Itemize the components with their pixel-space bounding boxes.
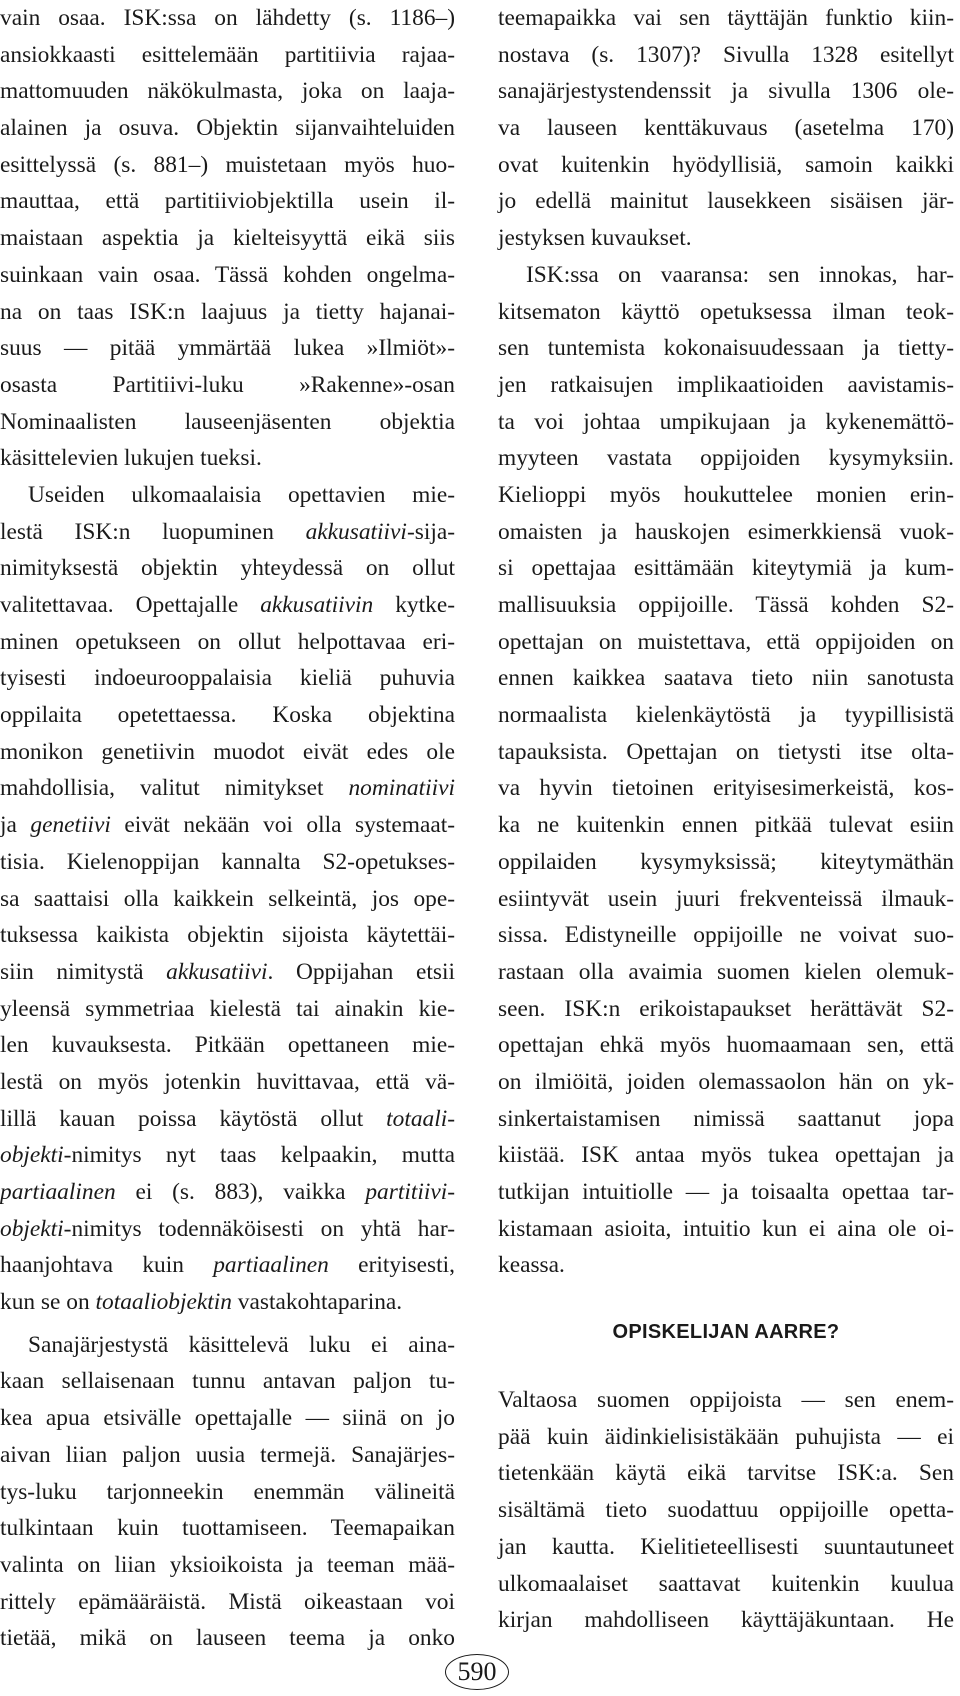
text-segment: aivan liian paljon uusia termejä. Sanajärjes- — [0, 1441, 455, 1468]
text-line — [498, 1492, 954, 1529]
text-segment: oppilaiden kysymyksissä; kiteytymäthän — [498, 848, 954, 875]
text-segment: suus — pitää ymmärtää lukea »Ilmiöt»- — [0, 335, 455, 362]
text-segment: tietenkään käytä eikä tarvitse ISK:a. Sen — [498, 1460, 954, 1487]
text-line — [0, 697, 455, 734]
text-segment: haanjohtava kuin — [0, 1252, 214, 1279]
text-line — [0, 1284, 455, 1321]
text-segment: va lauseen kenttäkuvaus (asetelma 170) — [498, 115, 954, 142]
text-segment: omaisten ja hauskojen esimerkkiensä vuok- — [498, 518, 954, 545]
text-segment: kytke- — [373, 592, 455, 618]
text-line — [0, 1247, 455, 1284]
text-segment: tisia. Kielenoppijan kannalta S2-opetukses- — [0, 848, 455, 875]
text-segment: vastakohtaparina. — [231, 1289, 403, 1316]
text-line — [498, 954, 954, 991]
text-line — [0, 1211, 455, 1248]
text-segment: ka ne kuitenkin ennen pitkää tulevat esiin — [498, 812, 954, 839]
text-segment: Nominaalisten lauseenjäsenten objektia — [0, 408, 455, 435]
right-column-bottom-text — [498, 1382, 954, 1639]
text-line — [0, 1437, 455, 1474]
text-segment: valitettavaa. Opettajalle — [0, 592, 261, 618]
text-segment: nimityksestä objektin yhteydessä on ollut — [0, 555, 455, 582]
text-line — [498, 1419, 954, 1456]
text-line — [498, 147, 954, 184]
text-segment: kistamaan asioita, intuitio kun ei aina ole oi- — [498, 1215, 954, 1242]
text-segment: alainen ja osuva. Objektin sijanvaihteluiden — [0, 115, 455, 142]
text-line — [498, 1101, 954, 1138]
text-segment: Useiden ulkomaalaisia opettavien mie- — [28, 481, 455, 508]
text-line — [498, 514, 954, 551]
text-segment: jen ratkaisujen implikaatioiden aavistamis- — [498, 371, 954, 398]
text-segment: len kuvauksesta. Pitkään opettaneen mie- — [0, 1032, 455, 1059]
text-line — [0, 73, 455, 110]
text-segment: normaalista kielenkäytöstä ja tyypillisistä — [498, 702, 954, 729]
text-line — [0, 477, 455, 514]
text-line — [0, 220, 455, 257]
text-line — [498, 477, 954, 514]
text-line — [498, 1602, 954, 1639]
text-line — [0, 954, 455, 991]
text-line — [498, 1566, 954, 1603]
text-segment: sinkertaistamisen nimissä saattanut jopa — [498, 1105, 954, 1132]
text-line — [0, 807, 455, 844]
text-segment: si opettajaa esittämään kiteytymiä ja kum- — [498, 555, 954, 582]
text-line — [0, 1137, 455, 1174]
text-line — [0, 1474, 455, 1511]
text-segment: minen opetukseen on ollut helpottavaa eri- — [0, 628, 455, 655]
text-line — [498, 587, 954, 624]
text-line — [0, 1620, 455, 1657]
italic-text-segment: akkusatiivi — [305, 518, 407, 545]
text-line — [498, 220, 954, 257]
text-line — [498, 37, 954, 74]
text-line — [498, 330, 954, 367]
text-segment: valinta on liian yksioikoista ja teeman mää- — [0, 1551, 455, 1578]
italic-text-segment: genetiivi — [30, 812, 111, 839]
text-segment: kea apua etsivälle opettajalle — siinä on jo — [0, 1405, 455, 1432]
text-line — [498, 770, 954, 807]
text-segment: vain osaa. ISK:ssa on lähdetty (s. 1186–) — [0, 5, 455, 31]
italic-text-segment: totaaliobjektin — [95, 1289, 232, 1316]
text-line — [498, 183, 954, 220]
text-line — [498, 110, 954, 147]
text-line — [0, 1101, 455, 1138]
text-line — [0, 734, 455, 771]
text-line — [0, 1174, 455, 1211]
text-segment: opettajan on muistettava, että oppijoiden on — [498, 628, 954, 655]
text-segment: tapauksista. Opettajan on tietysti itse olta- — [498, 738, 954, 765]
text-segment: siin nimitystä — [0, 958, 167, 985]
text-segment: tutkijan intuitiolle — ja toisaalta opettaa tar- — [498, 1179, 954, 1205]
text-line — [498, 1455, 954, 1492]
text-line — [498, 1382, 954, 1419]
text-line — [498, 1529, 954, 1566]
text-segment: eivät nekään voi olla systemaat- — [110, 812, 456, 839]
text-line — [498, 881, 954, 918]
text-line — [0, 881, 455, 918]
text-line — [498, 257, 954, 294]
text-line — [498, 734, 954, 771]
text-line — [0, 147, 455, 184]
text-segment: -sija- — [406, 518, 455, 545]
text-line — [0, 1547, 455, 1584]
text-segment: esittelyssä (s. 881–) muistetaan myös huo- — [0, 151, 455, 178]
text-segment: tyisesti indoeurooppalaisia kieliä puhuvia — [0, 665, 455, 692]
text-segment: Kielioppi myös houkuttelee monien erin- — [498, 481, 954, 508]
text-line — [0, 514, 455, 551]
text-segment: ei (s. 883), vaikka — [115, 1179, 366, 1205]
italic-text-segment: objekti — [0, 1215, 64, 1242]
text-line — [0, 1064, 455, 1101]
text-segment: rittely epämääräistä. Mistä oikeastaan voi — [0, 1588, 455, 1615]
text-segment: opettajan ehkä myös huomaamaan sen, että — [498, 1032, 954, 1059]
text-segment: seen. ISK:n erikoistapaukset herättävät S2- — [498, 995, 954, 1022]
text-segment: maistaan aspektia ja kielteisyyttä eikä siis — [0, 225, 455, 252]
text-segment: esiintyvät usein juuri frekventeissä ilmauk- — [498, 885, 954, 912]
text-line — [498, 844, 954, 881]
text-segment: ulkomaalaiset saattavat kuitenkin kuulua — [498, 1570, 954, 1597]
text-segment: monikon genetiivin muodot eivät edes ole — [0, 738, 455, 765]
left-text-column — [0, 0, 455, 1657]
text-segment: sisältämä tieto suodattuu oppijoille opetta- — [498, 1497, 954, 1524]
text-line — [0, 917, 455, 954]
text-segment: osasta Partitiivi-luku »Rakenne»-osan — [0, 371, 455, 398]
text-segment: jestyksen kuvaukset. — [498, 225, 692, 252]
text-segment: kun se on — [0, 1289, 96, 1316]
text-segment: ennen kaikkea saatava tieto niin sanotusta — [498, 665, 954, 692]
section-heading: OPISKELIJAN AARRE? — [612, 1321, 840, 1344]
text-line — [0, 1400, 455, 1437]
italic-text-segment: objekti — [0, 1142, 64, 1169]
section-heading-wrapper — [498, 1312, 954, 1352]
text-line — [0, 294, 455, 331]
text-segment: sanajärjestystendenssit ja sivulla 1306 ole- — [498, 78, 954, 105]
text-segment: ja — [0, 812, 31, 839]
text-segment: teemapaikka vai sen täyttäjän funktio kiin- — [498, 5, 954, 31]
text-line — [0, 587, 455, 624]
text-segment: sen tuntemista kokonaisuudessaan ja tietty- — [498, 335, 954, 362]
text-line — [0, 1027, 455, 1064]
text-line — [498, 73, 954, 110]
text-segment: tulkintaan kuin tuottamiseen. Teemapaikan — [0, 1515, 455, 1542]
text-segment: ta voi johtaa umpikujaan ja kykenemättö- — [498, 408, 954, 435]
text-segment: lillä kauan poissa käytöstä ollut — [0, 1105, 387, 1132]
text-segment: suinkaan vain osaa. Tässä kohden ongelma- — [0, 261, 455, 288]
italic-text-segment: totaali- — [386, 1105, 455, 1132]
text-line — [0, 770, 455, 807]
text-line — [498, 404, 954, 441]
right-column-top-text — [498, 0, 954, 1284]
text-segment: kiistää. ISK antaa myös tukea opettajan ja — [498, 1142, 954, 1169]
text-segment: Sanajärjestystä käsittelevä luku ei aina- — [28, 1331, 455, 1358]
text-line — [0, 183, 455, 220]
page-number: 590 — [445, 1654, 509, 1690]
text-segment: lestä ISK:n luopuminen — [0, 518, 306, 545]
text-segment: -nimitys todennäköisesti on yhtä har- — [63, 1215, 455, 1242]
text-segment: on ilmiöitä, joiden olemassaolon hän on yk- — [498, 1068, 954, 1095]
text-line — [498, 1137, 954, 1174]
text-segment: sa saattaisi olla kaikkein selkeintä, jos ope- — [0, 885, 455, 912]
italic-text-segment: partiaalinen — [0, 1179, 116, 1205]
text-segment: nostava (s. 1307)? Sivulla 1328 esitellyt — [498, 41, 954, 68]
text-segment: ansiokkaasti esittelemään partitiivia rajaa- — [0, 41, 455, 68]
text-line — [498, 294, 954, 331]
text-line — [0, 660, 455, 697]
right-text-column — [498, 0, 954, 1639]
italic-text-segment: akkusatiivi — [166, 958, 268, 985]
text-segment: mauttaa, että partitiiviobjektilla usein il- — [0, 188, 455, 215]
text-line — [498, 367, 954, 404]
text-line — [0, 991, 455, 1028]
text-segment: kirjan mahdolliseen käyttäjäkuntaan. He — [498, 1607, 954, 1634]
text-line — [0, 0, 455, 37]
text-line — [498, 1174, 954, 1211]
text-segment: jan kautta. Kielitieteellisesti suuntautuneet — [498, 1533, 954, 1560]
text-line — [498, 0, 954, 37]
text-segment: -nimitys nyt taas kelpaakin, mutta — [63, 1142, 455, 1169]
text-segment: . Oppijahan etsii — [267, 958, 455, 985]
text-line — [0, 1584, 455, 1621]
text-line — [0, 367, 455, 404]
text-segment: ISK:ssa on vaaransa: sen innokas, har- — [526, 261, 954, 288]
text-segment: ovat kuitenkin hyödyllisiä, samoin kaikki — [498, 151, 954, 178]
text-segment: tys-luku tarjonneekin enemmän välineitä — [0, 1478, 455, 1505]
text-segment: erityisesti, — [328, 1252, 455, 1279]
text-line — [0, 1510, 455, 1547]
text-segment: pää kuin äidinkielisistäkään puhujista — ei — [498, 1423, 954, 1450]
italic-text-segment: partiaalinen — [213, 1252, 329, 1279]
text-segment: va hyvin tietoinen erityisesimerkeistä, kos- — [498, 775, 954, 802]
text-line — [0, 257, 455, 294]
text-line — [0, 1327, 455, 1364]
text-segment: tietää, mikä on lauseen teema ja onko — [0, 1625, 455, 1652]
text-line — [0, 37, 455, 74]
text-line — [0, 624, 455, 661]
text-line — [0, 330, 455, 367]
italic-text-segment: nominatiivi — [348, 775, 455, 802]
text-line — [498, 660, 954, 697]
text-line — [0, 404, 455, 441]
text-segment: rastaan olla avaimia suomen kielen olemuk- — [498, 958, 954, 985]
text-line — [498, 697, 954, 734]
text-line — [498, 440, 954, 477]
text-segment: jo edellä mainitut lausekkeen sisäisen jär- — [498, 188, 954, 215]
text-segment: yleensä symmetriaa kielestä tai ainakin kie- — [0, 995, 455, 1022]
text-line — [0, 440, 455, 477]
text-segment: sissa. Edistyneille oppijoille ne voivat suo- — [498, 922, 954, 949]
text-segment: myyteen vastata oppijoiden kysymyksiin. — [498, 445, 954, 472]
text-segment: tuksessa kaikista objektin sijoista käytettäi- — [0, 922, 455, 949]
text-segment: lestä on myös jotenkin huvittavaa, että vä- — [0, 1068, 455, 1095]
text-segment: na on taas ISK:n laajuus ja tietty hajanai- — [0, 298, 455, 325]
text-line — [498, 1247, 954, 1284]
text-line — [498, 917, 954, 954]
text-line — [498, 1064, 954, 1101]
text-segment: keassa. — [498, 1252, 565, 1279]
italic-text-segment: partitiivi- — [365, 1179, 455, 1205]
text-line — [498, 550, 954, 587]
text-line — [498, 1211, 954, 1248]
text-line — [0, 110, 455, 147]
text-line — [0, 844, 455, 881]
text-line — [0, 1363, 455, 1400]
text-line — [498, 807, 954, 844]
text-line — [498, 624, 954, 661]
text-segment: Valtaosa suomen oppijoista — sen enem- — [498, 1387, 954, 1414]
text-segment: mahdollisia, valitut nimitykset — [0, 775, 349, 802]
text-segment: kitsematon käyttö opetuksessa ilman teok- — [498, 298, 954, 325]
text-segment: oppilaita opetettaessa. Koska objektina — [0, 702, 455, 729]
text-line — [0, 550, 455, 587]
text-segment: kaan sellaisenaan tunnu antavan paljon tu- — [0, 1368, 455, 1395]
text-segment: käsittelevien lukujen tueksi. — [0, 445, 262, 472]
text-line — [498, 1027, 954, 1064]
text-segment: mallisuuksia oppijoille. Tässä kohden S2- — [498, 592, 954, 618]
text-segment: mattomuuden näkökulmasta, joka on laaja- — [0, 78, 455, 105]
italic-text-segment: akkusatiivin — [260, 592, 374, 618]
text-line — [498, 991, 954, 1028]
